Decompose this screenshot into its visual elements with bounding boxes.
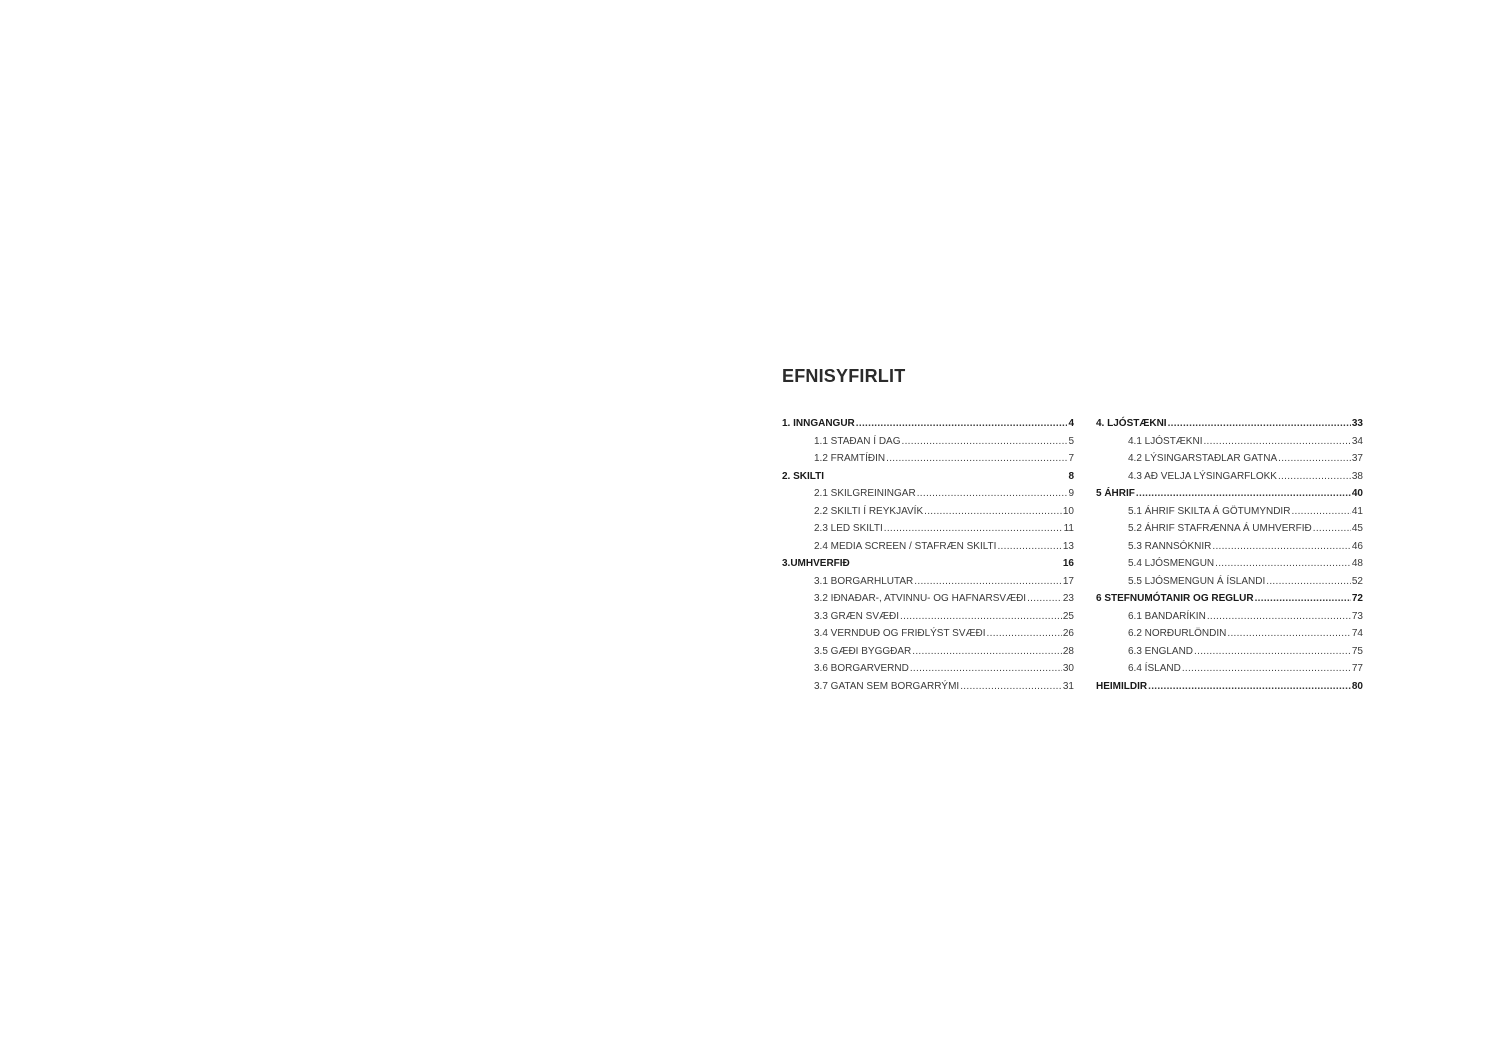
toc-entry-label: 1.2 FRAMTÍÐIN	[814, 453, 886, 464]
toc-page-number: 4	[1068, 418, 1074, 429]
toc-entry-label: 4.1 LJÓSTÆKNI	[1128, 435, 1203, 447]
toc-entry-label: 2.2 SKILTI Í REYKJAVÍK	[814, 505, 924, 517]
toc-subsection-entry	[782, 538, 1074, 556]
toc-page-number: 8	[1068, 470, 1074, 482]
toc-page-number: 30	[1062, 663, 1074, 674]
toc-entry-label: 4.3 AÐ VELJA LÝSINGARFLOKK	[1128, 470, 1277, 482]
toc-subsection-entry	[1096, 625, 1363, 643]
toc-subsection-entry	[1096, 555, 1363, 573]
toc-page-number: 46	[1351, 540, 1363, 552]
toc-dot-leader	[1215, 555, 1351, 573]
toc-dot-leader	[884, 520, 1063, 538]
toc-entry-label: 5.1 ÁHRIF SKILTA Á GÖTUMYNDIR	[1128, 505, 1291, 517]
toc-subsection-entry	[782, 678, 1074, 696]
toc-page-number: 75	[1351, 645, 1363, 657]
toc-section-entry	[1096, 415, 1363, 433]
toc-dot-leader	[1227, 625, 1351, 643]
toc-right-column	[1096, 415, 1363, 695]
toc-dot-leader	[1194, 643, 1351, 661]
toc-subsection-entry	[782, 643, 1074, 661]
toc-dot-leader	[910, 660, 1062, 678]
toc-page-number: 34	[1351, 435, 1363, 447]
toc-subsection-entry	[782, 503, 1074, 521]
toc-entry-label: 5 ÁHRIF	[1096, 488, 1135, 499]
toc-page-number: 9	[1068, 488, 1074, 499]
toc-entry-label: 3.7 GATAN SEM BORGARRÝMI	[814, 680, 960, 692]
toc-entry-label: 5.3 RANNSÓKNIR	[1128, 540, 1212, 552]
toc-dot-leader	[1136, 485, 1351, 503]
toc-dot-leader	[987, 625, 1062, 643]
toc-dot-leader	[1203, 433, 1350, 451]
toc-entry-label: 3.3 GRÆN SVÆÐI	[814, 610, 900, 622]
toc-dot-leader	[997, 538, 1061, 556]
toc-subsection-entry	[1096, 520, 1363, 538]
toc-section-entry	[782, 555, 1074, 573]
toc-dot-leader	[912, 643, 1062, 661]
toc-entry-label: 6.2 NORÐURLÖNDIN	[1128, 628, 1227, 639]
toc-subsection-entry	[1096, 503, 1363, 521]
toc-entry-label: 3.UMHVERFIÐ	[782, 558, 850, 569]
toc-entry-label: 6.3 ENGLAND	[1128, 645, 1194, 657]
toc-subsection-entry	[1096, 433, 1363, 451]
toc-dot-leader	[1278, 450, 1351, 468]
toc-entry-label: 2.3 LED SKILTI	[814, 523, 883, 534]
toc-subsection-entry	[782, 520, 1074, 538]
toc-page-number: 5	[1068, 435, 1074, 447]
toc-dot-leader	[1255, 590, 1351, 608]
toc-page-number: 33	[1351, 418, 1363, 429]
toc-subsection-entry	[1096, 450, 1363, 468]
toc-page-number: 16	[1062, 558, 1074, 569]
toc-page-number: 17	[1062, 575, 1074, 587]
toc-dot-leader	[856, 415, 1068, 433]
toc-subsection-entry	[1096, 608, 1363, 626]
toc-section-entry	[1096, 590, 1363, 608]
toc-entry-label: 6 STEFNUMÓTANIR OG REGLUR	[1096, 593, 1254, 604]
toc-dot-leader	[924, 503, 1062, 521]
toc-page-number: 13	[1062, 540, 1074, 552]
toc-dot-leader	[902, 433, 1068, 451]
toc-entry-label: 4. LJÓSTÆKNI	[1096, 418, 1167, 429]
toc-page-number: 73	[1351, 610, 1363, 622]
toc-dot-leader	[1291, 503, 1350, 521]
toc-page-number: 23	[1062, 593, 1074, 604]
toc-entry-label: 5.2 ÁHRIF STAFRÆNNA Á UMHVERFIÐ	[1128, 523, 1312, 534]
toc-page-number: 26	[1062, 628, 1074, 639]
toc-subsection-entry	[782, 573, 1074, 591]
toc-entry-label: 2. SKILTI	[782, 470, 825, 482]
toc-subsection-entry	[782, 625, 1074, 643]
toc-entry-label: 4.2 LÝSINGARSTAÐLAR GATNA	[1128, 453, 1278, 464]
toc-entry-label: 2.4 MEDIA SCREEN / STAFRÆN SKILTI	[814, 540, 997, 552]
toc-subsection-entry	[1096, 643, 1363, 661]
toc-page-number: 28	[1062, 645, 1074, 657]
toc-dot-leader	[886, 450, 1067, 468]
toc-entry-label: HEIMILDIR	[1096, 680, 1148, 692]
toc-page-number: 37	[1351, 453, 1363, 464]
toc-page-number: 77	[1351, 663, 1363, 674]
toc-entry-label: 1. INNGANGUR	[782, 418, 855, 429]
toc-entry-label: 1.1 STAÐAN Í DAG	[814, 435, 901, 447]
toc-dot-leader	[1278, 468, 1351, 486]
toc-page-number: 52	[1351, 575, 1363, 587]
toc-left-column	[782, 415, 1074, 695]
toc-dot-leader	[1313, 520, 1351, 538]
toc-dot-leader	[1168, 415, 1351, 433]
toc-entry-label: 3.6 BORGARVERND	[814, 663, 909, 674]
toc-dot-leader	[960, 678, 1062, 696]
toc-subsection-entry	[782, 608, 1074, 626]
toc-subsection-entry	[782, 485, 1074, 503]
toc-dot-leader	[1148, 678, 1351, 696]
toc-dot-leader	[917, 485, 1068, 503]
toc-subsection-entry	[1096, 660, 1363, 678]
toc-page-number: 45	[1351, 523, 1363, 534]
toc-section-entry	[782, 415, 1074, 433]
toc-subsection-entry	[782, 660, 1074, 678]
toc-page-number: 74	[1351, 628, 1363, 639]
toc-page-number: 38	[1351, 470, 1363, 482]
toc-entry-label: 5.4 LJÓSMENGUN	[1128, 558, 1215, 569]
toc-page-number: 31	[1062, 680, 1074, 692]
toc-entry-label: 3.2 IÐNAÐAR-, ATVINNU- OG HAFNARSVÆÐI	[814, 593, 1027, 604]
toc-dot-leader	[1207, 608, 1351, 626]
toc-dot-leader	[914, 573, 1062, 591]
toc-entry-label: 2.1 SKILGREININGAR	[814, 488, 916, 499]
page-title: EFNISYFIRLIT	[782, 366, 906, 386]
toc-dot-leader	[900, 608, 1062, 626]
toc-entry-label: 6.4 ÍSLAND	[1128, 663, 1181, 674]
toc-page-number: 40	[1351, 488, 1363, 499]
toc-subsection-entry	[1096, 538, 1363, 556]
toc-page-number: 11	[1063, 523, 1074, 534]
toc-subsection-entry	[1096, 468, 1363, 486]
toc-entry-label: 5.5 LJÓSMENGUN Á ÍSLANDI	[1128, 575, 1266, 587]
toc-page-number: 48	[1351, 558, 1363, 569]
toc-entry-label: 3.5 GÆÐI BYGGÐAR	[814, 645, 912, 657]
toc-dot-leader	[1027, 590, 1062, 608]
toc-entry-label: 3.4 VERNDUÐ OG FRIÐLÝST SVÆÐI	[814, 628, 986, 639]
toc-subsection-entry	[1096, 573, 1363, 591]
toc-subsection-entry	[782, 590, 1074, 608]
toc-section-entry	[1096, 678, 1363, 696]
toc-section-entry	[1096, 485, 1363, 503]
toc-page-number: 72	[1351, 593, 1363, 604]
toc-subsection-entry	[782, 450, 1074, 468]
toc-page-number: 80	[1351, 680, 1363, 692]
toc-dot-leader	[1266, 573, 1351, 591]
toc-page-number: 7	[1068, 453, 1074, 464]
toc-page-number: 41	[1351, 505, 1363, 517]
toc-entry-label: 6.1 BANDARÍKIN	[1128, 610, 1206, 622]
toc-subsection-entry	[782, 433, 1074, 451]
toc-dot-leader	[1182, 660, 1351, 678]
toc-dot-leader	[1212, 538, 1351, 556]
toc-entry-label: 3.1 BORGARHLUTAR	[814, 575, 914, 587]
toc-page-number: 25	[1062, 610, 1074, 622]
toc-page-number: 10	[1062, 505, 1074, 517]
toc-section-entry	[782, 468, 1074, 486]
